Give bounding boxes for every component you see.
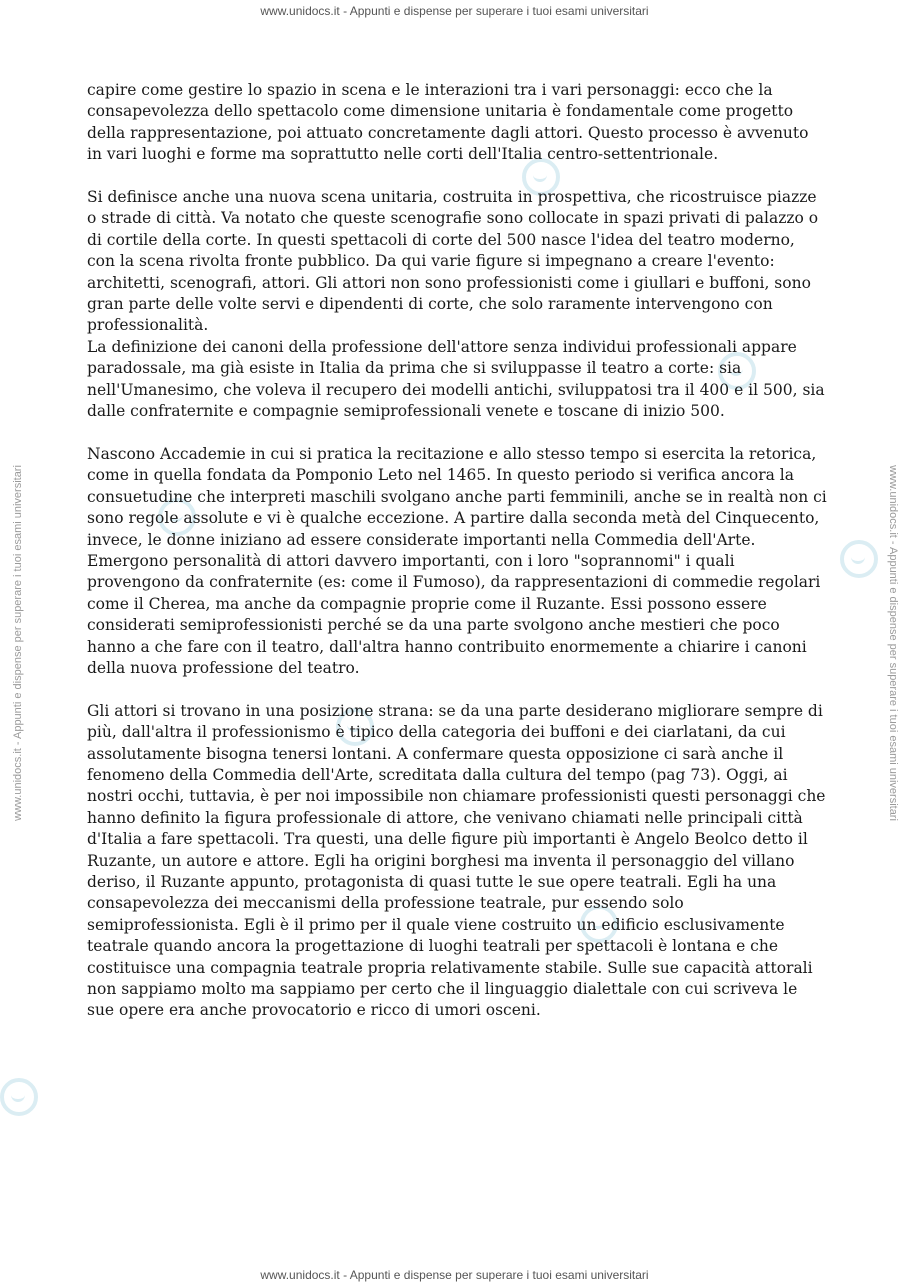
unidocs-logo-icon [840, 540, 878, 578]
footer-banner: www.unidocs.it - Appunti e dispense per superare i tuoi esami universitari [260, 1268, 649, 1282]
paragraph: Gli attori si trovano in una posizione strana: se da una parte desiderano migliorare sempre di più, dall'altra il professionismo è tipico della categoria dei buffoni e dei ciarlatani, da cui assolutamente bisogna tenersi lontani. A confermare questa opposizione ci sarà anche il fenomeno della Commedia dell'Arte, screditata dalla cultura del tempo (pag 73). Oggi, ai nostri occhi, tuttavia, è per noi impossibile non chiamare professionisti questi personaggi che hanno definito la figura professionale di attore, che venivano chiamati nelle principali città d'Italia a fare spettacoli. Tra questi, una delle figure più importanti è Angelo Beolco detto il Ruzante, un autore e attore. Egli ha origini borghesi ma inventa il personaggio del villano deriso, il Ruzante appunto, protagonista di quasi tutte le sue opere teatrali. Egli ha una consapevolezza dei meccanismi della professione teatrale, pur essendo solo semiprofessionista. Egli è il primo per il quale viene costruito un edificio esclusivamente teatrale quando ancora la progettazione di luoghi teatrali per spettacoli è lontana e che costituisce una compagnia teatrale propria relativamente stabile. Sulle sue capacità attorali non sappiamo molto ma sappiamo per certo che il linguaggio dialettale con cui scriveva le sue opere era anche provocatorio e ricco di umori osceni. [87, 701, 826, 1020]
header-banner: www.unidocs.it - Appunti e dispense per superare i tuoi esami universitari [260, 4, 649, 18]
document-body [87, 80, 827, 1022]
paragraph: Si definisce anche una nuova scena unitaria, costruita in prospettiva, che ricostruisce piazze o strade di città. Va notato che queste scenografie sono collocate in spazi privati di palazzo o di cortile della corte. In questi spettacoli di corte del 500 nasce l'idea del teatro moderno, con la scena rivolta fronte pubblico. Da qui varie figure si impegnano a creare l'evento: architetti, scenografi, attori. Gli attori non sono professionisti come i giullari e buffoni, sono gran parte delle volte servi e dipendenti di corte, che solo raramente intervengono con professionalità. [87, 188, 819, 335]
unidocs-logo-icon [0, 1078, 38, 1116]
paragraph: Nascono Accademie in cui si pratica la recitazione e allo stesso tempo si esercita la retorica, come in quella fondata da Pomponio Leto nel 1465. In questo periodo si verifica ancora la consuetudine che interpreti maschili svolgano anche parti femminili, anche se in realtà non ci sono regole assolute e vi è qualche eccezione. A partire dalla seconda metà del Cinquecento, invece, le donne iniziano ad essere considerate importanti nella Commedia dell'Arte. Emergono personalità di attori davvero importanti, con i loro "soprannomi" i quali provengono da confraternite (es: come il Fumoso), da rappresentazioni di commedie regolari come il Cherea, ma anche da compagnie proprie come il Ruzante. Essi possono essere considerati semiprofessionisti perché se da una parte svolgono anche mestieri che poco hanno a che fare con il teatro, dall'altra hanno contribuito enormemente a chiarire i canoni della nuova professione del teatro. [87, 444, 827, 677]
paragraph: La definizione dei canoni della professione dell'attore senza individui professionali appare paradossale, ma già esiste in Italia da prima che si sviluppasse il teatro a corte: sia nell'Umanesimo, che voleva il recupero dei modelli antichi, sviluppatosi tra il 400 e il 500, sia dalle confraternite e compagnie semiprofessionali venete e toscane di inizio 500. [87, 337, 825, 421]
left-side-watermark: www.unidocs.it - Appunti e dispense per superare i tuoi esami universitari [12, 465, 24, 821]
paragraph: capire come gestire lo spazio in scena e le interazioni tra i vari personaggi: ecco che la consapevolezza dello spettacolo come dimensione unitaria è fondamentale come progetto della rappresentazione, poi attuato concretamente dagli attori. Questo processo è avvenuto in vari luoghi e forme ma soprattutto nelle corti dell'Italia centro-settentrionale. [87, 81, 809, 164]
right-side-watermark: www.unidocs.it - Appunti e dispense per superare i tuoi esami universitari [887, 465, 899, 821]
